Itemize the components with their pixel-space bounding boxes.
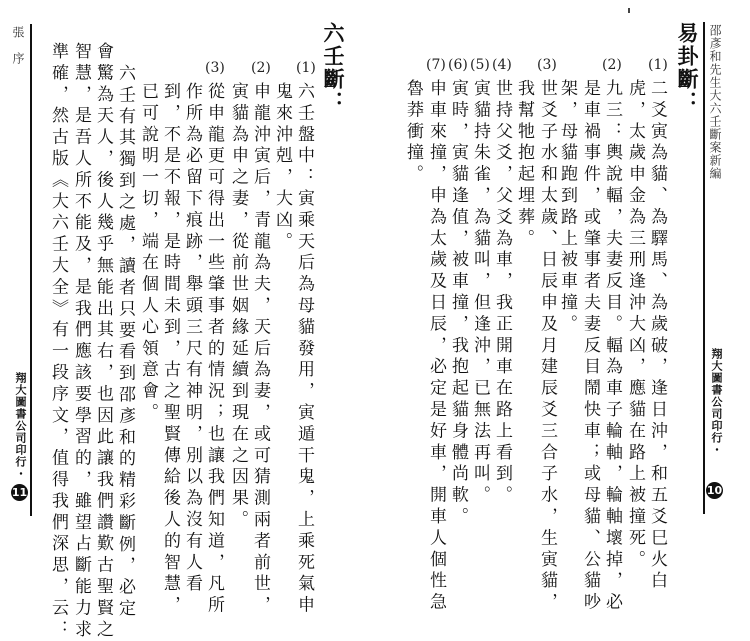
scan-speck [628, 8, 630, 13]
item-number: (3) [205, 60, 225, 76]
text-column: 寅貓持朱雀，為貓叫，但逢沖，已無法再叫。 [470, 79, 490, 507]
item-number: (1) [648, 57, 668, 73]
item-number: (7) [426, 57, 446, 73]
paragraph-column: 準確，然古版《大六壬大全》有一段序文，值得我們深思，云： [48, 42, 68, 641]
text-column: 世持父爻，父爻為車，我正開車在路上看到。 [492, 79, 512, 507]
text-column: 二爻寅為貓、為驛馬、為歲破，逢日沖，和五爻巳火白 [647, 79, 667, 593]
text-column: 九三：輿說輻，夫妻反目。輻為車子輪軸，輪軸壞掉，必 [602, 79, 622, 614]
text-column: 鬼來沖剋，大凶。 [272, 82, 292, 254]
text-column: 我幫牠抱起埋葬。 [514, 79, 534, 251]
item-number: (3) [537, 57, 557, 73]
paragraph-column: 會驚為天人，後人幾乎無能出其右，也因此讓我們讚歎古聖賢之 [93, 42, 113, 641]
item-number: (6) [448, 57, 468, 73]
publisher-imprint: 翔大圖書公司印行・ [14, 372, 27, 480]
running-header: 張 序 [11, 26, 25, 65]
left-margin-rule [30, 24, 32, 516]
text-column: 到，不是不報，是時間未到，古之聖賢傳給後人的智慧， [160, 82, 180, 617]
item-number: (5) [470, 57, 490, 73]
text-column: 寅時，寅貓逢值，被車撞，我抱起貓身體尚軟。 [448, 79, 468, 529]
item-number: (1) [296, 60, 316, 76]
text-column: 申車來撞，申為太歲及日辰，必定是好車，開車人個性急 [426, 79, 446, 614]
text-column: 六壬盤中：寅乘天后為母貓發用，寅遁干鬼，上乘死氣申 [294, 82, 314, 617]
item-number: (2) [251, 60, 271, 76]
paragraph-column: 六壬有其獨到之處，讀者只要看到邵彥和的精彩斷例，必定 [115, 64, 135, 621]
paragraph-column: 智慧，是吾人所不能及，是我們應該要學習的，雖望占斷能力求 [71, 42, 91, 641]
text-column: 申龍沖寅后，青龍為夫，天后為妻，或可猜測兩者前世， [250, 82, 270, 617]
text-column: 是車禍事件，或肇事者夫妻反目鬧快車；或母貓、公貓吵 [580, 79, 600, 614]
running-header: 邵彥和先生大六壬斷案新編 [708, 24, 722, 180]
item-number: (2) [602, 57, 622, 73]
text-column: 虎，太歲申金為三刑逢沖大凶，應貓在路上被撞死。 [625, 79, 645, 572]
section-title-liuren: 六壬斷： [321, 22, 345, 114]
page-number-badge: 11 [11, 486, 28, 499]
text-column: 魯莽衝撞。 [403, 79, 423, 186]
text-column: 架，母貓跑到路上被車撞。 [557, 79, 577, 336]
item-number: (4) [492, 57, 512, 73]
right-margin-rule [703, 22, 705, 514]
text-column: 世爻子水和太歲、日辰申及月建辰爻三合子水，生寅貓， [537, 79, 557, 614]
text-column: 作所為必留下痕跡，舉頭三尺有神明，別以為沒有人看 [182, 82, 202, 596]
page-number-badge: 10 [706, 484, 723, 497]
publisher-imprint: 翔大圖書公司印行・ [710, 348, 723, 456]
text-column: 寅貓為申之妻，從前世姻緣延續到現在之因果。 [228, 82, 248, 532]
text-column: 已可說明一切，端在個人心領意會。 [138, 82, 158, 425]
section-title-yigua: 易卦斷： [675, 22, 699, 114]
text-column: 從申龍更可得出一些肇事者的情況；也讓我們知道，凡所 [204, 82, 224, 617]
